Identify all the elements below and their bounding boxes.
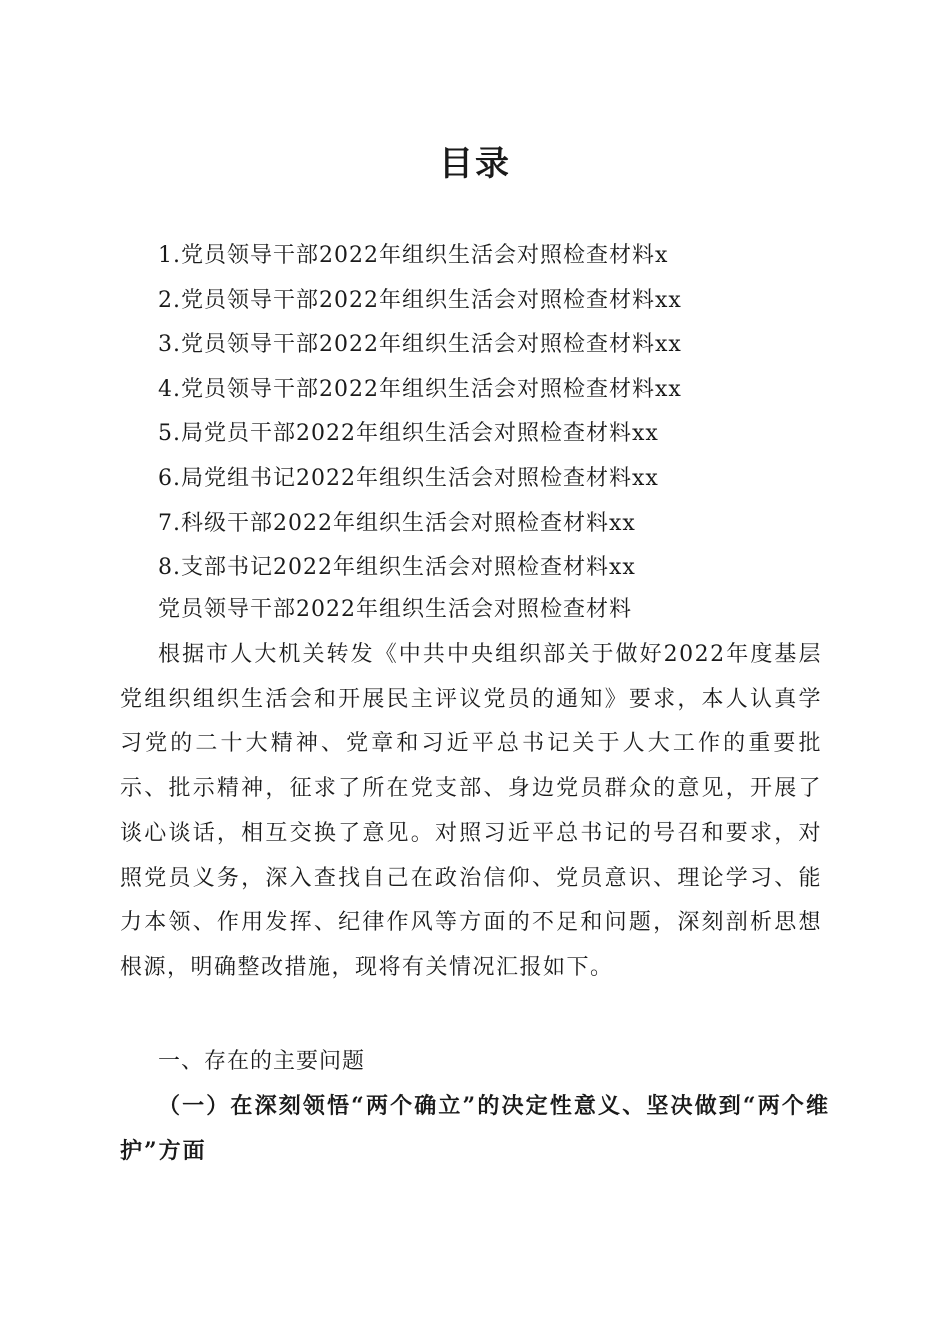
toc-item-3: 3.党员领导干部2022年组织生活会对照检查材料xx	[158, 332, 682, 358]
toc-item-2: 2.党员领导干部2022年组织生活会对照检查材料xx	[158, 287, 682, 313]
toc-item-7: 7.科级干部2022年组织生活会对照检查材料xx	[158, 510, 636, 536]
sub-heading: （一）在深刻领悟“两个确立”的决定性意义、坚决做到“两个维护”方面	[120, 1093, 830, 1164]
toc-item-8: 8.支部书记2022年组织生活会对照检查材料xx	[158, 555, 636, 581]
table-of-contents	[158, 234, 838, 591]
section-heading: 一、存在的主要问题	[158, 1049, 366, 1074]
document-subtitle: 党员领导干部2022年组织生活会对照检查材料	[158, 597, 632, 622]
page-title: 目录	[439, 144, 511, 184]
toc-item-6: 6.局党组书记2022年组织生活会对照检查材料xx	[158, 465, 659, 491]
toc-item-5: 5.局党员干部2022年组织生活会对照检查材料xx	[158, 421, 659, 447]
toc-item-1: 1.党员领导干部2022年组织生活会对照检查材料x	[158, 243, 669, 268]
toc-item-4: 4.党员领导干部2022年组织生活会对照检查材料xx	[158, 376, 682, 402]
body-paragraph: 根据市人大机关转发《中共中央组织部关于做好2022年度基层党组织组织生活会和开展民主评议党员的通知》要求，本人认真学习党的二十大精神、党章和习近平总书记关于人大工作的重要批示、批示精神，征求了所在党支部、身边党员群众的意见，开展了谈心谈话，相互交换了意见。对照习近平总书记的号召和要求，对照党员义务，深入查找自己在政治信仰、党员意识、理论学习、能力本领、作用发挥、纪律作风等方面的不足和问题，深刻剖析思想根源，明确整改措施，现将有关情况汇报如下。	[120, 642, 822, 980]
